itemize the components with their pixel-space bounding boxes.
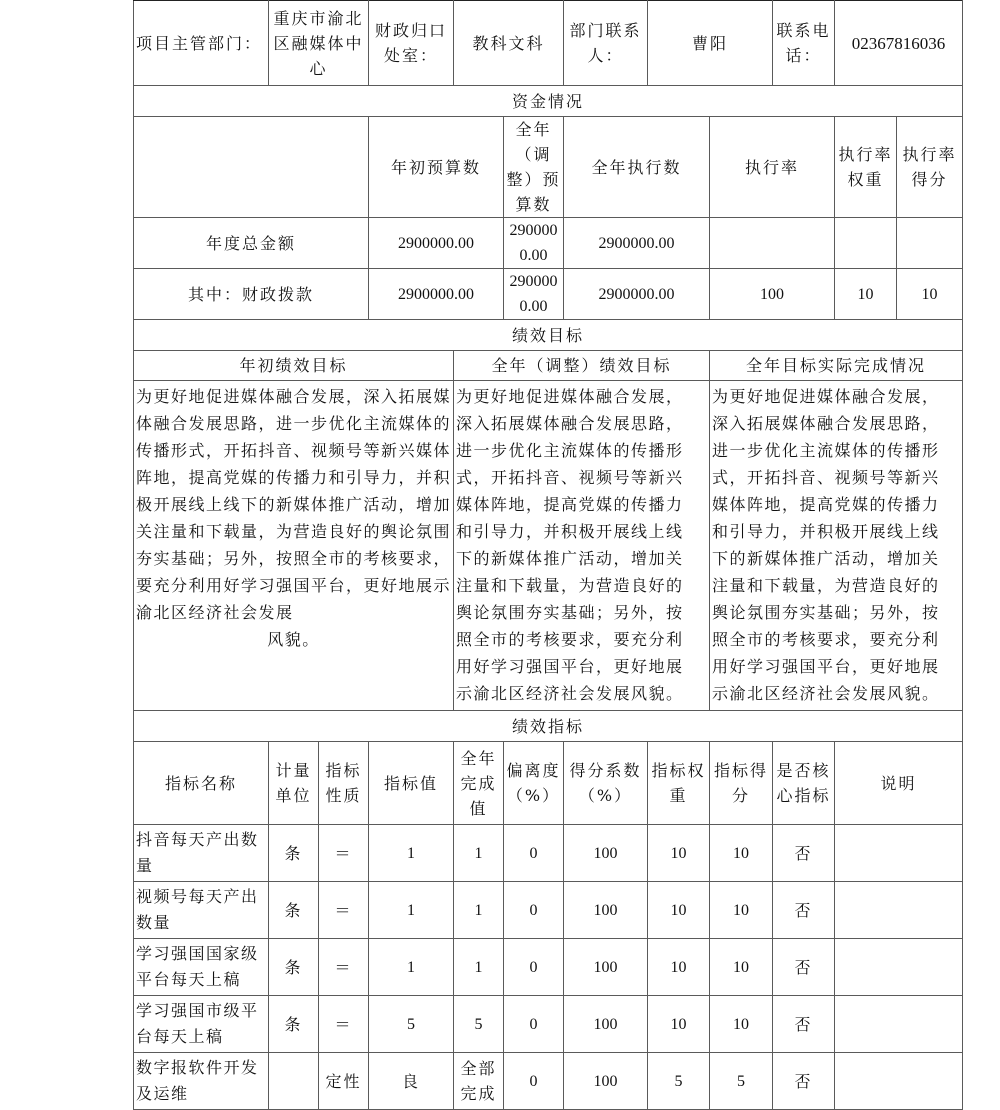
indicator-row bbox=[134, 825, 963, 882]
goals-adjusted-line: 示渝北区经济社会发展风貌。 bbox=[456, 684, 684, 703]
finance-value: 教科文科 bbox=[454, 1, 564, 86]
ind-weight: 10 bbox=[648, 825, 710, 882]
goals-adjusted-line: 用好学习强国平台，更好地展 bbox=[456, 657, 684, 676]
funding-rate bbox=[710, 218, 835, 269]
ind-deviation: 0 bbox=[504, 996, 564, 1053]
ind-score: 10 bbox=[710, 996, 773, 1053]
ind-name: 学习强国国家级平台每天上稿 bbox=[134, 939, 269, 996]
ind-core: 否 bbox=[773, 939, 835, 996]
funding-initial: 2900000.00 bbox=[369, 269, 504, 320]
ind-unit: 条 bbox=[269, 882, 319, 939]
goals-adjusted-line: 媒体阵地，提高党媒的传播力 bbox=[456, 495, 684, 514]
ind-actual: 5 bbox=[454, 996, 504, 1053]
funding-row-label: 年度总金额 bbox=[134, 218, 369, 269]
ind-name: 学习强国市级平台每天上稿 bbox=[134, 996, 269, 1053]
goals-actual-line: 用好学习强国平台，更好地展 bbox=[712, 657, 940, 676]
ind-weight: 5 bbox=[648, 1053, 710, 1110]
ind-nature: 定性 bbox=[319, 1053, 369, 1110]
goals-adjusted-line: 进一步优化主流媒体的传播形 bbox=[456, 441, 684, 460]
ind-nature: ＝ bbox=[319, 882, 369, 939]
goals-adjusted-line: 注量和下载量，为营造良好的 bbox=[456, 576, 684, 595]
ind-weight: 10 bbox=[648, 939, 710, 996]
goals-actual-line: 为更好地促进媒体融合发展， bbox=[712, 387, 940, 406]
indicators-section-row bbox=[134, 711, 963, 742]
ind-core: 否 bbox=[773, 825, 835, 882]
ind-core: 否 bbox=[773, 1053, 835, 1110]
ind-score: 10 bbox=[710, 939, 773, 996]
ind-score: 10 bbox=[710, 882, 773, 939]
indicators-section-title: 绩效指标 bbox=[134, 711, 963, 742]
funding-executed: 2900000.00 bbox=[564, 218, 710, 269]
report-table bbox=[133, 0, 963, 1110]
funding-row bbox=[134, 269, 963, 320]
goals-actual-line: 式，开拓抖音、视频号等新兴 bbox=[712, 468, 940, 487]
ind-col-nature: 指标性质 bbox=[319, 742, 369, 825]
goals-initial-text bbox=[134, 381, 454, 711]
ind-score: 5 bbox=[710, 1053, 773, 1110]
funding-score bbox=[897, 218, 963, 269]
ind-weight: 10 bbox=[648, 882, 710, 939]
ind-target: 良 bbox=[369, 1053, 454, 1110]
funding-weight: 10 bbox=[835, 269, 897, 320]
ind-name: 视频号每天产出数量 bbox=[134, 882, 269, 939]
ind-weight: 10 bbox=[648, 996, 710, 1053]
ind-unit: 条 bbox=[269, 825, 319, 882]
indicator-row bbox=[134, 939, 963, 996]
funding-col-initial: 年初预算数 bbox=[369, 117, 504, 218]
funding-section-title: 资金情况 bbox=[134, 86, 963, 117]
funding-col-score: 执行率得分 bbox=[897, 117, 963, 218]
funding-col-rate: 执行率 bbox=[710, 117, 835, 218]
ind-note bbox=[835, 996, 963, 1053]
goals-col-adjusted: 全年（调整）绩效目标 bbox=[454, 351, 710, 381]
ind-target: 5 bbox=[369, 996, 454, 1053]
funding-executed: 2900000.00 bbox=[564, 269, 710, 320]
funding-weight bbox=[835, 218, 897, 269]
ind-note bbox=[835, 825, 963, 882]
goals-actual-line: 媒体阵地，提高党媒的传播力 bbox=[712, 495, 940, 514]
ind-nature: ＝ bbox=[319, 996, 369, 1053]
funding-initial: 2900000.00 bbox=[369, 218, 504, 269]
goals-col-initial: 年初绩效目标 bbox=[134, 351, 454, 381]
ind-target: 1 bbox=[369, 825, 454, 882]
funding-col-adjusted: 全年（调整）预算数 bbox=[504, 117, 564, 218]
ind-coef: 100 bbox=[564, 939, 648, 996]
goals-actual-line: 舆论氛围夯实基础；另外，按 bbox=[712, 603, 940, 622]
goals-adjusted-line: 为更好地促进媒体融合发展， bbox=[456, 387, 684, 406]
ind-col-unit: 计量单位 bbox=[269, 742, 319, 825]
ind-col-score: 指标得分 bbox=[710, 742, 773, 825]
finance-label: 财政归口处室： bbox=[369, 1, 454, 86]
goals-actual-text bbox=[710, 381, 963, 711]
ind-col-deviation: 偏离度（%） bbox=[504, 742, 564, 825]
ind-name: 数字报软件开发及运维 bbox=[134, 1053, 269, 1110]
dept-value: 重庆市渝北区融媒体中心 bbox=[269, 1, 369, 86]
ind-col-name: 指标名称 bbox=[134, 742, 269, 825]
ind-col-coef: 得分系数（%） bbox=[564, 742, 648, 825]
goals-initial-body: 为更好地促进媒体融合发展，深入拓展媒体融合发展思路，进一步优化主流媒体的传播形式，开拓抖音、视频号等新兴媒体阵地，提高党媒的传播力和引导力，并积极开展线上线下的新媒体推广活动，增加关注量和下载量，为营造良好的舆论氛围夯实基础；另外，按照全市的考核要求，要充分利用好学习强国平台，更好地展示渝北区经济社会发展 bbox=[136, 387, 452, 622]
goals-adjusted-line: 舆论氛围夯实基础；另外，按 bbox=[456, 603, 684, 622]
ind-col-note: 说明 bbox=[835, 742, 963, 825]
ind-coef: 100 bbox=[564, 825, 648, 882]
ind-col-target: 指标值 bbox=[369, 742, 454, 825]
goals-adjusted-line: 式，开拓抖音、视频号等新兴 bbox=[456, 468, 684, 487]
funding-header-row bbox=[134, 117, 963, 218]
ind-col-actual: 全年完成值 bbox=[454, 742, 504, 825]
ind-unit bbox=[269, 1053, 319, 1110]
ind-name: 抖音每天产出数量 bbox=[134, 825, 269, 882]
ind-core: 否 bbox=[773, 996, 835, 1053]
ind-actual: 1 bbox=[454, 939, 504, 996]
phone-label: 联系电话： bbox=[773, 1, 835, 86]
ind-core: 否 bbox=[773, 882, 835, 939]
funding-row bbox=[134, 218, 963, 269]
ind-coef: 100 bbox=[564, 1053, 648, 1110]
ind-actual: 1 bbox=[454, 882, 504, 939]
ind-nature: ＝ bbox=[319, 825, 369, 882]
phone-value: 02367816036 bbox=[835, 1, 963, 86]
goals-adjusted-line: 照全市的考核要求，要充分利 bbox=[456, 630, 684, 649]
ind-col-weight: 指标权重 bbox=[648, 742, 710, 825]
funding-section-row bbox=[134, 86, 963, 117]
ind-unit: 条 bbox=[269, 939, 319, 996]
goals-actual-line: 深入拓展媒体融合发展思路， bbox=[712, 414, 940, 433]
ind-score: 10 bbox=[710, 825, 773, 882]
goals-content-row bbox=[134, 381, 963, 711]
contact-label: 部门联系人： bbox=[564, 1, 648, 86]
goals-col-actual: 全年目标实际完成情况 bbox=[710, 351, 963, 381]
goals-adjusted-line: 和引导力，并积极开展线上线 bbox=[456, 522, 684, 541]
goals-section-title: 绩效目标 bbox=[134, 320, 963, 351]
indicators-header-row bbox=[134, 742, 963, 825]
funding-col-blank bbox=[134, 117, 369, 218]
contact-value: 曹阳 bbox=[648, 1, 773, 86]
goals-section-row bbox=[134, 320, 963, 351]
performance-report-sheet bbox=[133, 0, 962, 1110]
ind-deviation: 0 bbox=[504, 882, 564, 939]
goals-adjusted-text bbox=[454, 381, 710, 711]
indicator-row bbox=[134, 996, 963, 1053]
ind-deviation: 0 bbox=[504, 825, 564, 882]
funding-score: 10 bbox=[897, 269, 963, 320]
ind-unit: 条 bbox=[269, 996, 319, 1053]
ind-deviation: 0 bbox=[504, 1053, 564, 1110]
funding-rate: 100 bbox=[710, 269, 835, 320]
funding-col-executed: 全年执行数 bbox=[564, 117, 710, 218]
goals-actual-line: 照全市的考核要求，要充分利 bbox=[712, 630, 940, 649]
ind-target: 1 bbox=[369, 882, 454, 939]
goals-header-row bbox=[134, 351, 963, 381]
ind-deviation: 0 bbox=[504, 939, 564, 996]
ind-col-core: 是否核心指标 bbox=[773, 742, 835, 825]
dept-label: 项目主管部门： bbox=[134, 1, 269, 86]
funding-row-label: 其中：财政拨款 bbox=[134, 269, 369, 320]
funding-col-weight: 执行率权重 bbox=[835, 117, 897, 218]
goals-actual-line: 下的新媒体推广活动，增加关 bbox=[712, 549, 940, 568]
funding-adjusted: 2900000.00 bbox=[504, 269, 564, 320]
indicator-row bbox=[134, 882, 963, 939]
ind-target: 1 bbox=[369, 939, 454, 996]
goals-actual-line: 进一步优化主流媒体的传播形 bbox=[712, 441, 940, 460]
goals-initial-last: 风貌。 bbox=[267, 630, 320, 649]
ind-note bbox=[835, 1053, 963, 1110]
goals-actual-line: 示渝北区经济社会发展风貌。 bbox=[712, 684, 940, 703]
ind-actual: 1 bbox=[454, 825, 504, 882]
ind-note bbox=[835, 939, 963, 996]
goals-adjusted-line: 下的新媒体推广活动，增加关 bbox=[456, 549, 684, 568]
goals-adjusted-line: 深入拓展媒体融合发展思路， bbox=[456, 414, 684, 433]
indicators-body bbox=[134, 825, 963, 1110]
goals-actual-line: 注量和下载量，为营造良好的 bbox=[712, 576, 940, 595]
goals-actual-line: 和引导力，并积极开展线上线 bbox=[712, 522, 940, 541]
ind-coef: 100 bbox=[564, 996, 648, 1053]
header-info-row bbox=[134, 1, 963, 86]
indicator-row bbox=[134, 1053, 963, 1110]
ind-nature: ＝ bbox=[319, 939, 369, 996]
ind-actual: 全部完成 bbox=[454, 1053, 504, 1110]
ind-note bbox=[835, 882, 963, 939]
ind-coef: 100 bbox=[564, 882, 648, 939]
funding-adjusted: 2900000.00 bbox=[504, 218, 564, 269]
